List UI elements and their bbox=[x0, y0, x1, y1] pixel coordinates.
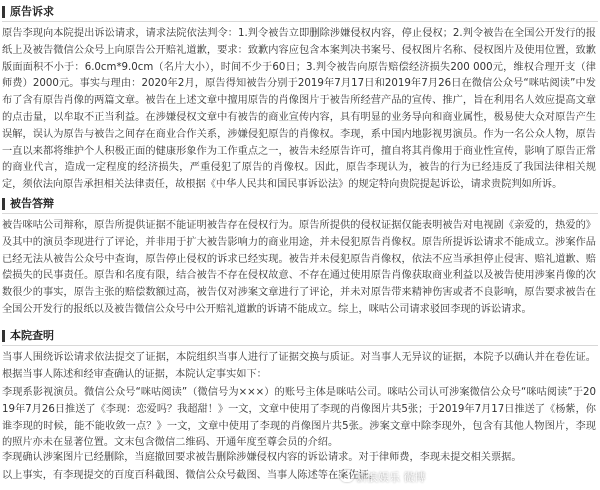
paragraph: 以上事实，有李现提交的百度百科截图、微信公众号截图、当事人陈述等在案佐证。 bbox=[2, 470, 379, 481]
section-header bbox=[2, 328, 600, 344]
weibo-logo-icon bbox=[340, 470, 354, 482]
watermark-text: 新浪娱乐 微博 bbox=[356, 471, 426, 484]
section-header bbox=[2, 4, 600, 20]
section-marker-bar bbox=[2, 330, 5, 342]
section-title: 被告答辩 bbox=[10, 197, 54, 210]
paragraph: 当事人围绕诉讼请求依法提交了证据，本院组织当事人进行了证据交换与质证。对当事人无异议的证据，本院予以确认并在卷佐证。根据当事人陈述和经审查确认的证据，本院认定事实如下： bbox=[2, 352, 596, 380]
paragraph: 原告李现向本院提出诉讼请求，请求法院依法判令：1.判令被告立即删除涉嫌侵权内容，停止侵权；2.判令被告在全国公开发行的报纸上及被告微信公众号上向原告公开赔礼道歉，要求：致歉内容应包含本案判决书案号、侵权图片名称、侵权图片及使用位置，致歉版面面积不小于：6.0cm*9.0cm（名片大小），时间不少于60日；3.判令被告向原告赔偿经济损失200 000元，维权合理开支（律师费）2000元。事实与理由：2020年2月，原告得知被告分别于2019年7月17日和2019年7月26日在微信公众号“咪咕阅读”中发布了含有原告肖像的两篇文章。被告在上述文章中擅用原告的肖像图片于被告所经营产品的宣传、推广，旨在利用名人效应提高文章的点击量，以牟取不正当利益。在涉嫌侵权文章中有被告的商业宣传内容，具有明显的业务导向和商业属性，极易使大众对原告产生误解，误认为原告与被告之间存在商业合作关系，涉嫌侵犯原告的肖像权。李现，系中国内地影视男演员。作为一名公众人物，原告一直以来都将维护个人积极正面的健康形象作为工作重点之一，被告未经原告许可，擅自将其肖像用于商业性宣传，影响了原告正常的商业代言，造成一定程度的经济损失，严重侵犯了原告的肖像权。因此，原告李现认为，被告的行为已经违反了我国法律相关规定，须依法向原告承担相关法律责任，故根据《中华人民共和国民事诉讼法》的规定特向贵院提起诉讼，请求贵院判如所诉。 bbox=[2, 28, 596, 191]
section-title: 本院查明 bbox=[10, 329, 54, 342]
section-marker-bar bbox=[2, 198, 5, 210]
section-divider bbox=[2, 213, 598, 214]
section-marker-bar bbox=[2, 6, 5, 18]
paragraph: 李现确认涉案图片已经删除，当庭撤回要求被告删除涉嫌侵权内容的诉讼请求。对于律师费，李现未提交相关票据。 bbox=[2, 452, 522, 463]
section-plaintiff-claims bbox=[0, 4, 600, 191]
paragraph: 李现系影视演员。微信公众号“咪咕阅读”（微信号为×××）的账号主体是咪咕公司。咪咕公司认可涉案微信公众号“咪咕阅读”于2019年7月26日推送了《李现：恋爱吗？我超甜！》一文，文章中使用了李现的肖像图片共5张；于2019年7月17日推送了《杨紫，你谁李现的时候，能不能收敛一点？》一文，文章中使用了李现的肖像图片共5张。涉案文章中除李现外，包含有其他人物图片，李现的照片亦未在显著位置。文末包含微信二维码、开通年度至尊会员的介绍。 bbox=[2, 387, 596, 449]
section-divider bbox=[2, 21, 598, 22]
section-divider bbox=[2, 345, 598, 346]
section-header bbox=[2, 196, 600, 212]
section-title: 原告诉求 bbox=[10, 5, 54, 18]
paragraph: 被告咪咕公司辩称，原告所提供证据不能证明被告存在侵权行为。原告所提供的侵权证据仅能表明被告对电视剧《亲爱的，热爱的》及其中的演员李现进行了评论，并非用于扩大被告影响力的商业用途，并未侵犯原告肖像权。原告所提诉讼请求不能成立。涉案作品已经无法从被告公众号中查询，原告停止侵权的诉求已经实现。被告并未侵犯原告肖像权，依法不应当承担停止侵害、赔礼道歉、赔偿损失的民事责任。原告和名度有限，结合被告不存在侵权故意、不存在通过使用原告肖像获取商业利益以及被告使用涉案肖像的次数很少的事实，原告主张的赔偿数额过高，被告仅对涉案文章进行了评论，并未对原告带来精神伤害或者不良影响，原告要求被告在全国公开发行的报纸以及被告微信公众号中公开赔礼道歉的诉请不能成立。综上，咪咕公司请求驳回李现的诉讼请求。 bbox=[2, 220, 596, 315]
watermark bbox=[340, 470, 426, 486]
section-defendant-reply bbox=[0, 196, 600, 315]
